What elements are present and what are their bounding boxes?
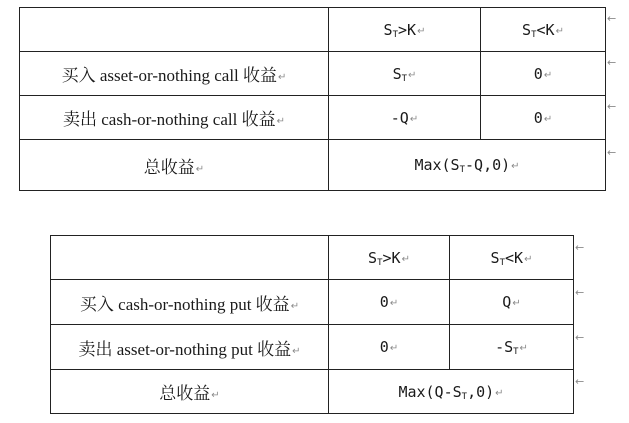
paragraph-mark-icon: ↵ — [211, 390, 220, 401]
paragraph-mark-icon: ↵ — [417, 25, 426, 37]
payoff-table-put — [50, 235, 574, 414]
row-end-mark-icon: ← — [575, 331, 585, 344]
paragraph-mark-icon: ↵ — [519, 343, 528, 354]
row-label-text: 买入 cash-or-nothing put 收益 — [79, 294, 290, 314]
row-label — [20, 96, 329, 140]
value-s: S — [392, 64, 402, 83]
header-sub-t: T — [377, 257, 383, 268]
header-s: S — [490, 248, 500, 267]
header-s: S — [368, 248, 378, 267]
row-label-text: 卖出 cash-or-nothing call 收益 — [63, 110, 276, 129]
header-st-less-k — [450, 236, 574, 280]
value-text: 0 — [379, 293, 389, 311]
value-text: 0 — [533, 64, 543, 83]
paragraph-mark-icon: ↵ — [408, 69, 417, 81]
row-end-mark-icon: ← — [607, 56, 617, 69]
row-label-text: 卖出 asset-or-nothing put 收益 — [78, 339, 292, 359]
header-sub-t: T — [392, 29, 398, 40]
paragraph-mark-icon: ↵ — [555, 25, 564, 37]
value-pre: -S — [495, 338, 514, 356]
value-cell — [450, 325, 574, 370]
total-value — [329, 140, 606, 191]
table-row — [51, 325, 574, 370]
row-label — [51, 280, 329, 325]
value-cell — [329, 325, 450, 370]
row-end-mark-icon: ← — [607, 12, 617, 25]
value-text: -Q — [390, 108, 409, 127]
row-label-text: 买入 asset-or-nothing call 收益 — [61, 66, 278, 85]
total-pre: Max(Q-S — [398, 382, 462, 401]
total-row — [51, 370, 574, 414]
header-sub-t: T — [499, 257, 505, 268]
header-s: S — [383, 20, 393, 39]
paragraph-mark-icon: ↵ — [276, 116, 285, 127]
value-sub-t: T — [401, 73, 408, 84]
value-cell — [450, 280, 574, 325]
paragraph-mark-icon: ↵ — [292, 345, 301, 357]
total-sub-t: T — [461, 391, 468, 402]
total-post: ,0) — [467, 382, 495, 401]
table-row — [20, 96, 606, 140]
value-cell — [329, 96, 481, 140]
row-end-mark-icon: ← — [575, 375, 585, 388]
value-cell — [481, 52, 606, 96]
paragraph-mark-icon: ↵ — [495, 387, 504, 399]
total-post: -Q,0) — [465, 156, 511, 174]
paragraph-mark-icon: ↵ — [543, 113, 553, 125]
value-text: Q — [502, 293, 512, 311]
paragraph-mark-icon: ↵ — [524, 253, 533, 265]
value-cell — [481, 96, 606, 140]
row-label — [20, 52, 329, 96]
value-sub-t: T — [513, 347, 519, 357]
value-cell — [329, 280, 450, 325]
paragraph-mark-icon: ↵ — [389, 343, 399, 354]
total-value — [329, 370, 574, 414]
paragraph-mark-icon: ↵ — [389, 298, 399, 309]
header-st-greater-k — [329, 8, 481, 52]
paragraph-mark-icon: ↵ — [401, 253, 410, 265]
row-end-mark-icon: ← — [575, 241, 585, 254]
paragraph-mark-icon: ↵ — [290, 300, 300, 312]
row-end-mark-icon: ← — [607, 146, 617, 159]
header-st-less-k — [481, 8, 606, 52]
header-st-greater-k — [329, 236, 450, 280]
header-sub-t: T — [531, 29, 537, 40]
table-row — [20, 52, 606, 96]
header-empty-cell — [51, 236, 329, 280]
header-rest: >K — [398, 20, 417, 39]
total-pre: Max(S — [414, 156, 460, 174]
paragraph-mark-icon: ↵ — [543, 69, 553, 81]
header-rest: >K — [382, 248, 401, 267]
paragraph-mark-icon: ↵ — [512, 298, 521, 309]
paragraph-mark-icon: ↵ — [511, 161, 520, 172]
paragraph-mark-icon: ↵ — [195, 163, 205, 175]
total-label-text: 总收益 — [159, 384, 211, 403]
value-text: 0 — [379, 338, 389, 356]
value-cell — [329, 52, 481, 96]
table-row — [51, 280, 574, 325]
header-rest: <K — [536, 20, 555, 39]
value-text: 0 — [533, 108, 543, 127]
header-s: S — [522, 20, 532, 39]
total-label — [51, 370, 329, 414]
header-rest: <K — [505, 248, 524, 267]
header-empty-cell — [20, 8, 329, 52]
table-header-row — [20, 8, 606, 52]
payoff-table-call — [19, 7, 606, 191]
paragraph-mark-icon: ↵ — [409, 113, 419, 125]
row-end-mark-icon: ← — [575, 286, 585, 299]
total-label — [20, 140, 329, 191]
total-label-text: 总收益 — [143, 157, 195, 177]
row-label — [51, 325, 329, 370]
row-end-mark-icon: ← — [607, 100, 617, 113]
total-row — [20, 140, 606, 191]
paragraph-mark-icon: ↵ — [278, 72, 287, 83]
total-sub-t: T — [459, 165, 466, 175]
table-header-row — [51, 236, 574, 280]
